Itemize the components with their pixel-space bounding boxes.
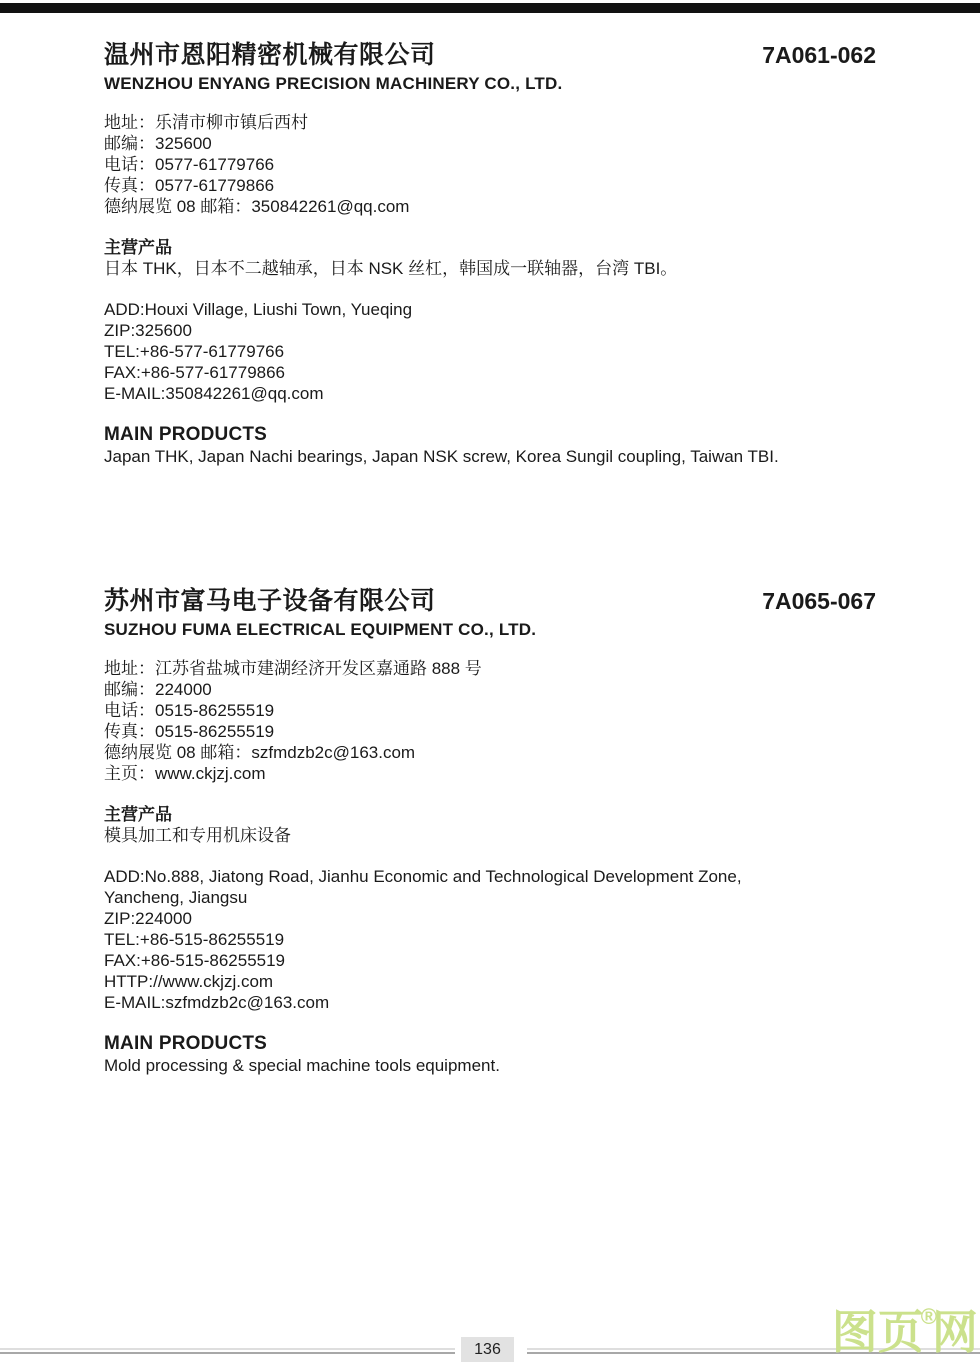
contact-info-line: Yancheng, Jiangsu <box>104 888 248 907</box>
watermark-logo <box>831 1304 978 1364</box>
contact-info-line: 主页：www.ckjzj.com <box>104 764 266 783</box>
main-products-cn-block <box>104 804 876 846</box>
company-names <box>104 586 536 640</box>
contact-info-line: FAX:+86-515-86255519 <box>104 951 286 970</box>
company-name-en: SUZHOU FUMA ELECTRICAL EQUIPMENT CO., LTD. <box>104 620 537 639</box>
footer-rule-left <box>0 1348 455 1354</box>
booth-code: 7A065-067 <box>762 588 876 614</box>
company-entry-1 <box>104 40 876 467</box>
contact-info-line: 电话：0515-86255519 <box>104 701 275 720</box>
contact-info-line: TEL:+86-577-61779766 <box>104 342 285 361</box>
watermark-text-right: 网 <box>932 1306 978 1358</box>
contact-info-line: 地址：江苏省盐城市建湖经济开发区嘉通路 888 号 <box>104 659 482 678</box>
contact-info-line: TEL:+86-515-86255519 <box>104 930 285 949</box>
registered-trademark-icon: ® <box>920 1304 937 1329</box>
contact-info-line: ZIP:224000 <box>104 909 192 928</box>
contact-info-line: FAX:+86-577-61779866 <box>104 363 286 382</box>
main-products-text-en: Japan THK, Japan Nachi bearings, Japan NSK screw, Korea Sungil coupling, Taiwan TBI. <box>104 447 779 466</box>
company-header <box>104 586 876 640</box>
main-products-cn-block <box>104 237 876 279</box>
contact-info-line: ZIP:325600 <box>104 321 192 340</box>
company-names <box>104 40 562 94</box>
booth-code: 7A061-062 <box>762 42 876 68</box>
company-entry-2 <box>104 586 876 1076</box>
contact-info-line: 传真：0515-86255519 <box>104 722 275 741</box>
main-products-heading-cn: 主营产品 <box>104 805 172 824</box>
contact-info-en <box>104 866 876 1013</box>
company-name-cn: 苏州市富马电子设备有限公司 <box>104 587 436 615</box>
contact-info-line: 电话：0577-61779766 <box>104 155 275 174</box>
contact-info-line: 邮编：325600 <box>104 134 212 153</box>
contact-info-line: 德纳展览 08 邮箱：350842261@qq.com <box>104 197 410 216</box>
top-border-bar <box>0 3 980 13</box>
main-products-text-cn: 模具加工和专用机床设备 <box>104 826 291 845</box>
main-products-heading-en: MAIN PRODUCTS <box>104 1033 268 1054</box>
contact-info-cn <box>104 658 876 784</box>
company-name-en: WENZHOU ENYANG PRECISION MACHINERY CO., LTD. <box>104 74 563 93</box>
contact-info-en <box>104 299 876 404</box>
contact-info-line: 地址：乐清市柳市镇后西村 <box>104 113 308 132</box>
main-products-text-en: Mold processing & special machine tools equipment. <box>104 1056 500 1075</box>
main-products-text-cn: 日本 THK，日本不二越轴承，日本 NSK 丝杠，韩国成一联轴器，台湾 TBI。 <box>104 259 678 278</box>
company-header <box>104 40 876 94</box>
main-products-heading-en: MAIN PRODUCTS <box>104 424 268 445</box>
company-name-cn: 温州市恩阳精密机械有限公司 <box>104 41 436 69</box>
contact-info-line: ADD:Houxi Village, Liushi Town, Yueqing <box>104 300 413 319</box>
watermark-text-left: 图页 <box>831 1306 924 1358</box>
contact-info-line: 邮编：224000 <box>104 680 212 699</box>
contact-info-line: 传真：0577-61779866 <box>104 176 275 195</box>
contact-info-line: HTTP://www.ckjzj.com <box>104 972 274 991</box>
contact-info-line: ADD:No.888, Jiatong Road, Jianhu Economic and Technological Development Zone, <box>104 867 742 886</box>
main-products-en-block <box>104 423 876 467</box>
contact-info-line: E-MAIL:350842261@qq.com <box>104 384 324 403</box>
contact-info-cn <box>104 112 876 217</box>
main-products-en-block <box>104 1032 876 1076</box>
contact-info-line: E-MAIL:szfmdzb2c@163.com <box>104 993 330 1012</box>
main-products-heading-cn: 主营产品 <box>104 238 172 257</box>
page-number: 136 <box>461 1337 514 1362</box>
contact-info-line: 德纳展览 08 邮箱：szfmdzb2c@163.com <box>104 743 416 762</box>
